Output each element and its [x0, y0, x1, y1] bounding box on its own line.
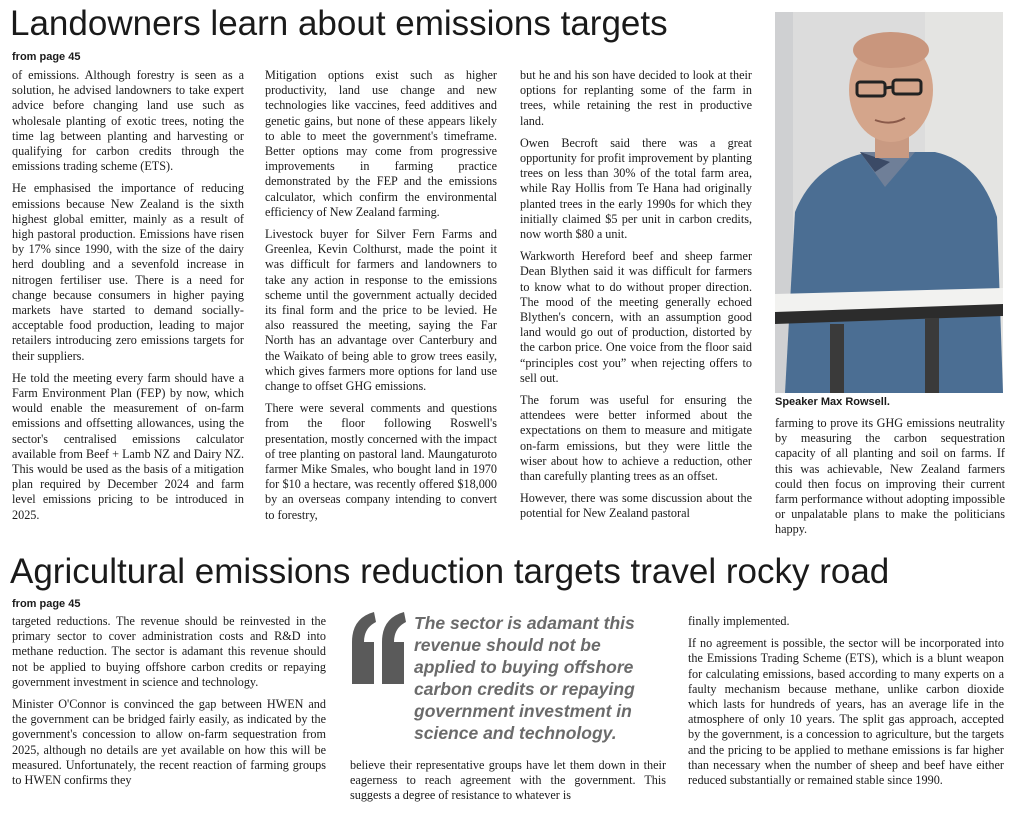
article2-headline: Agricultural emissions reduction targets travel rocky road [10, 552, 890, 591]
paragraph: The forum was useful for ensuring the attendees were better informed about the expectations on them to measure and mitigate on-farm emissions, but they were little the wiser about how to achieve a reduction, other than carefully planting trees as an offset. [520, 393, 752, 484]
paragraph: Warkworth Hereford beef and sheep farmer Dean Blythen said it was difficult for farmers to know what to do without proper direction. The mood of the meeting generally echoed Blythen's concern, with an assumption good land would go out of production, distorted by the carbon price. One voice from the floor said “principles cost you” when rejecting offers to sell out. [520, 249, 752, 385]
article1-headline: Landowners learn about emissions targets [10, 4, 668, 43]
paragraph: Minister O'Connor is convinced the gap between HWEN and the government can be bridged fairly easily, as indicated by the government's concession to allow on-farm sequestration from 2025, although no details are yet available on how this will be measured. Unfortunately, the recent reaction of farming groups to HWEN confirms they [12, 697, 326, 788]
paragraph: targeted reductions. The revenue should be reinvested in the primary sector to cover administration costs and R&D into methane reduction. The sector is adamant this revenue should not be applied to buying offshore carbon credits or repaying government investment in science and technology. [12, 614, 326, 689]
paragraph: farming to prove its GHG emissions neutrality by measuring the carbon sequestration capacity of all planting and soil on farms. If this was achievable, New Zealand farmers could then focus on improving their current farm performance without adopting impossible or unpalatable plans to make the politicians happy. [775, 416, 1005, 537]
speaker-illustration [775, 12, 1003, 393]
speaker-photo [775, 12, 1003, 393]
article2-column-2 [350, 758, 666, 811]
article1-from-page: from page 45 [12, 51, 81, 63]
paragraph: There were several comments and questions from the floor following Roswell's presentation, mostly concerned with the impact of tree planting on pastoral land. Maungaturoto farmer Mike Smales, who bought land in 1970 for $10 a hectare, was recently offered $18,000 by an overseas company intending to convert to forestry, [265, 401, 497, 522]
paragraph: If no agreement is possible, the sector will be incorporated into the Emissions Trading Scheme (ETS), which is a blunt weapon for calculating emissions, based according to many experts on a faulty mechanism because methane, unlike carbon dioxide which lasts for hundreds of years, has an average life in the atmosphere of only 10 years. The split gas approach, accepted by the government, is a concession to agriculture, but the targets and the pricing to be applied to methane emissions is far higher than necessary when the number of sheep and beef have either reduced substantially or remained stable since 1990. [688, 636, 1004, 788]
quote-mark-icon [348, 612, 408, 684]
article2-column-3 [688, 614, 1004, 795]
article1-column-1 [12, 68, 244, 530]
article2-column-1 [12, 614, 326, 795]
article2-from-page: from page 45 [12, 598, 81, 610]
article1-column-2 [265, 68, 497, 530]
paragraph: believe their representative groups have let them down in their eagerness to reach agreement with the government. This suggests a degree of resistance to whatever is [350, 758, 666, 803]
paragraph: He emphasised the importance of reducing emissions because New Zealand is the sixth highest global emitter, mainly as a result of high pastoral production. Emissions have risen by 17% since 1990, with the size of the dairy herd doubling and a sevenfold increase in nitrogen fertiliser use. There is a need for change because consumers in higher paying markets have started to demand socially-acceptable food production, leading to major retailers introducing zero emissions targets for their suppliers. [12, 181, 244, 363]
paragraph: Owen Becroft said there was a great opportunity for profit improvement by planting trees on less than 30% of the total farm area, while Ray Hollis from Te Hana had originally planted trees in the early 1990s for which they initially claimed $5 per unit in carbon credits, now worth $80 a unit. [520, 135, 752, 242]
paragraph: Livestock buyer for Silver Fern Farms and Greenlea, Kevin Colthurst, made the point it was difficult for farmers and landowners to take any action in response to the emissions scheme until the government actually decided its final form and the price to be levied. He also reassured the meeting, saying the Far North has an advantage over Canterbury and the Waikato of being able to grow trees easily, which gives farmers more options for land use change to offset GHG emissions. [265, 227, 497, 394]
paragraph: Mitigation options exist such as higher productivity, land use change and new technologies like vaccines, feed additives and genetic gains, but none of these appears likely to able to meet the government's timeframe. Better options may come from progressive improvements in farming practice demonstrated by the FEP and the emissions calculator, which confirm the environmental efficiency of New Zealand farming. [265, 68, 497, 219]
paragraph: of emissions. Although forestry is seen as a solution, he advised landowners to take expert advice before changing land use such as wholesale planting of exotic trees, noting the time lag between planting and harvesting or qualifying for carbon credits through the emissions trading scheme (ETS). [12, 68, 244, 174]
paragraph: He told the meeting every farm should have a Farm Environment Plan (FEP) by now, which would enable the measurement of on-farm emissions and offsetting allowances, using the sector's centralised emissions calculator available from Beef + Lamb NZ and Dairy NZ. This would be used as the basis of a mitigation plan required by December 2024 and farm level emissions pricing to be introduced in 2025. [12, 370, 244, 522]
pull-quote: The sector is adamant this revenue should not be applied to buying offshore carbon credits or repaying government investment in science and technology. [414, 613, 635, 743]
paragraph: but he and his son have decided to look at their options for replanting some of the farm in trees, while retaining the rest in productive land. [520, 68, 752, 128]
article1-column-3 [520, 68, 752, 529]
photo-caption: Speaker Max Rowsell. [775, 396, 890, 408]
paragraph: finally implemented. [688, 614, 790, 628]
article1-column-4 [775, 416, 1005, 545]
paragraph: However, there was some discussion about the potential for New Zealand pastoral [520, 491, 752, 521]
